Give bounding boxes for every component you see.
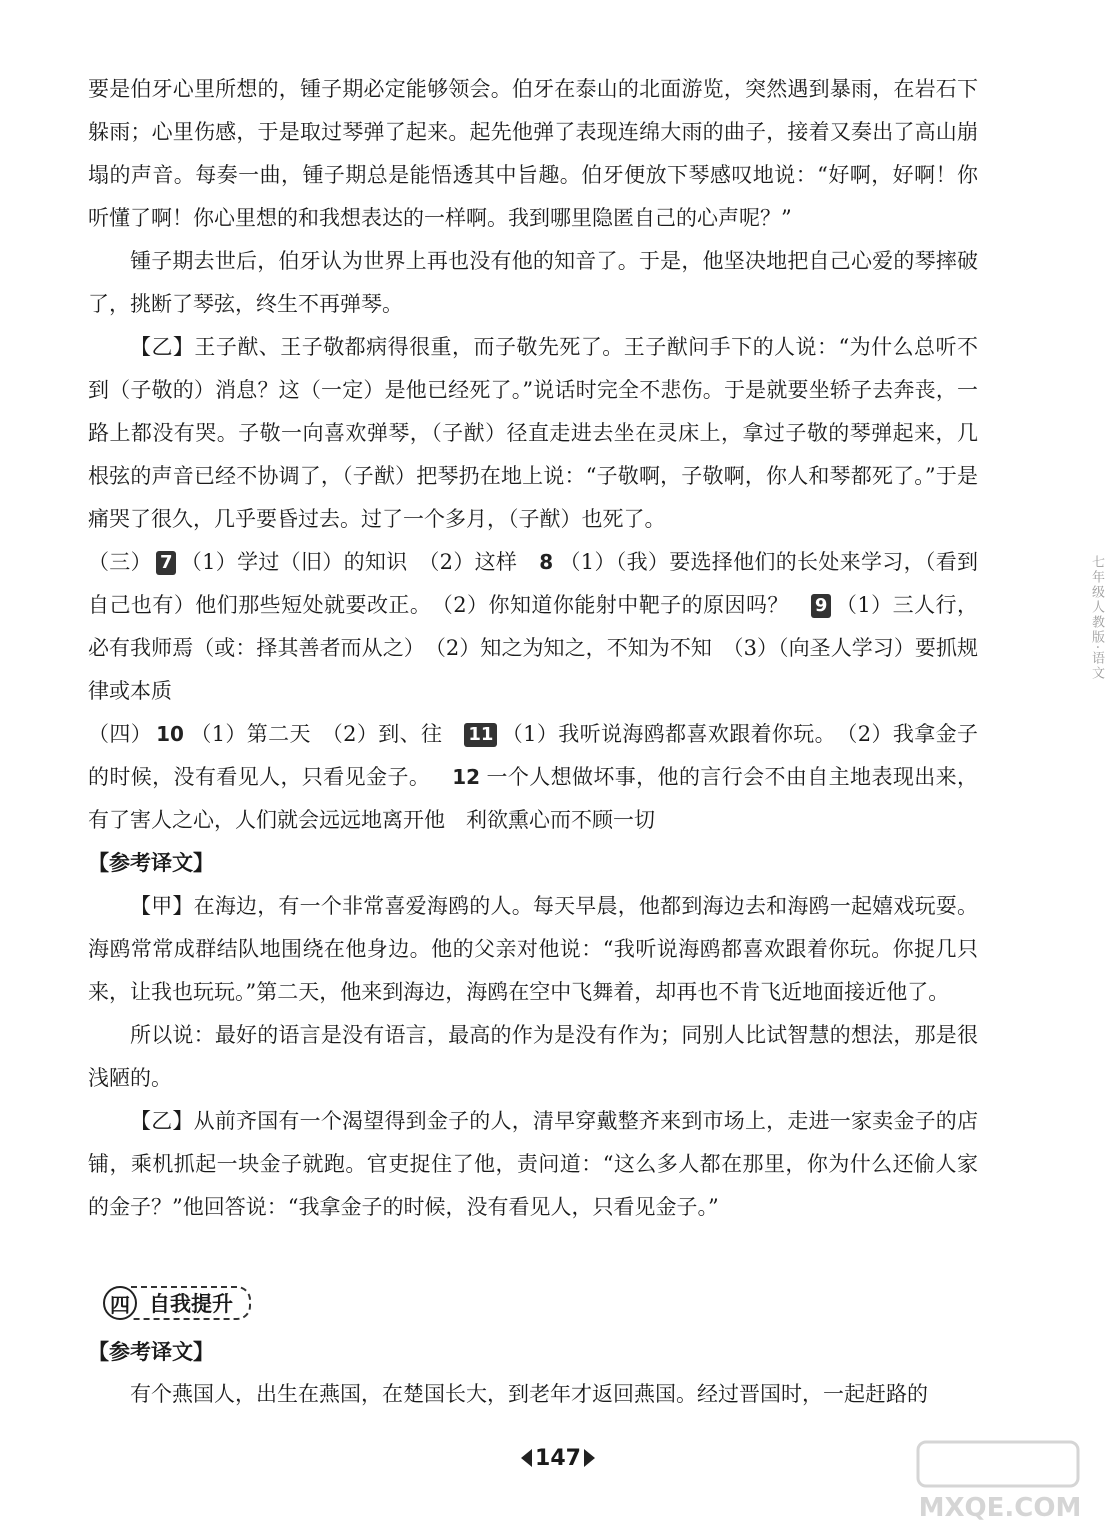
answer-block-4 — [88, 713, 978, 842]
translation-conclusion: 所以说：最好的语言是没有语言，最高的作为是没有作为；同别人比试智慧的想法，那是很浅陋的。 — [88, 1023, 978, 1090]
section-number-circle: 四 — [103, 1286, 137, 1320]
answer-7: （1）学过（旧）的知识 （2）这样 — [180, 550, 518, 574]
triangle-right-icon — [584, 1449, 595, 1467]
question-number-12: 12 — [452, 765, 481, 789]
triangle-left-icon — [521, 1449, 532, 1467]
paragraph-yan-person: 有个燕国人，出生在燕国，在楚国长大，到老年才返回燕国。经过晋国时，一起赶路的 — [130, 1382, 928, 1406]
paragraph-bo-ya-1: 要是伯牙心里所想的，锺子期必定能够领会。伯牙在泰山的北面游览，突然遇到暴雨，在岩石下躲雨；心里伤感，于是取过琴弹了起来。起先他弹了表现连绵大雨的曲子，接着又奏出了高山崩塌的声音。每奏一曲，锺子期总是能悟透其中旨趣。伯牙便放下琴感叹地说：“好啊，好啊！你听懂了啊！你心里想的和我想表达的一样啊。我到哪里隐匿自己的心声呢？” — [88, 77, 978, 230]
paragraph-yi-ziyou: 【乙】王子猷、王子敬都病得很重，而子敬先死了。王子猷问手下的人说：“为什么总听不到（子敬的）消息？这（一定）是他已经死了。”说话时完全不悲伤。于是就要坐轿子去奔丧，一路上都没有哭。子敬一向喜欢弹琴，（子猷）径直走进去坐在灵床上，拿过子敬的琴弹起来，几根弦的声音已经不协调了，（子猷）把琴扔在地上说：“子敬啊，子敬啊，你人和琴都死了。”于是痛哭了很久，几乎要昏过去。过了一个多月，（子猷）也死了。 — [88, 335, 978, 531]
answer-block-3 — [88, 541, 978, 713]
page-number — [508, 1441, 608, 1475]
question-badge-11: 11 — [464, 723, 497, 747]
last-paragraph — [88, 1373, 978, 1416]
page-number-label: 147 — [535, 1445, 581, 1471]
answer-prefix-4: （四） — [88, 722, 153, 746]
watermark-logo — [900, 1436, 1100, 1526]
answer-8: （1）（我）要选择他们的长处来学习，（看到自己也有）他们那些短处就要改正。 （2）你知道你能射中靶子的原因吗？ — [88, 550, 979, 617]
watermark-text: MXQE.COM — [918, 1493, 1082, 1523]
paragraph-bo-ya-2: 锺子期去世后，伯牙认为世界上再也没有他的知音了。于是，他坚决地把自己心爱的琴摔破了，挑断了琴弦，终生不再弹琴。 — [88, 249, 978, 316]
reference-translation-heading-2: 【参考译文】 — [88, 1340, 214, 1364]
answer-prefix-3: （三） — [88, 550, 152, 574]
translation-yi: 【乙】从前齐国有一个渴望得到金子的人，清早穿戴整齐来到市场上，走进一家卖金子的店铺，乘机抓起一块金子就跑。官吏捉住了他，责问道：“这么多人都在那里，你为什么还偷人家的金子？”他回答说：“我拿金子的时候，没有看见人，只看见金子。” — [88, 1109, 978, 1219]
section-title-label: 自我提升 — [131, 1286, 251, 1320]
side-margin-text: 七年级人教版·语文 — [1089, 555, 1104, 682]
answer-10: （1）第二天 （2）到、往 — [189, 722, 443, 746]
question-badge-7: 7 — [156, 551, 177, 575]
reference-translation-heading: 【参考译文】 — [88, 851, 214, 875]
question-number-10: 10 — [156, 722, 184, 746]
translation-jia: 【甲】在海边，有一个非常喜爱海鸥的人。每天早晨，他都到海边去和海鸥一起嬉戏玩耍。海鸥常常成群结队地围绕在他身边。他的父亲对他说：“我听说海鸥都喜欢跟着你玩。你捉几只来，让我也玩玩。”第二天，他来到海边，海鸥在空中飞舞着，却再也不肯飞近地面接近他了。 — [88, 894, 978, 1004]
answer-11: （1）我听说海鸥都喜欢跟着你玩。 （2）我拿金子的时候，没有看见人，只看见金子。 — [88, 722, 978, 789]
question-number-8: 8 — [539, 550, 554, 574]
answer-12: 一个人想做坏事，他的言行会不由自主地表现出来，有了害人之心，人们就会远远地离开他 利欲熏心而不顾一切 — [88, 765, 978, 832]
question-badge-9: 9 — [811, 594, 832, 618]
answer-9: （1）三人行，必有我师焉（或：择其善者而从之） （2）知之为知之，不知为不知 （3）（向圣人学习）要抓规律或本质 — [88, 593, 978, 703]
section-heading-self-improvement — [103, 1283, 293, 1323]
body-text-top — [88, 68, 978, 1229]
